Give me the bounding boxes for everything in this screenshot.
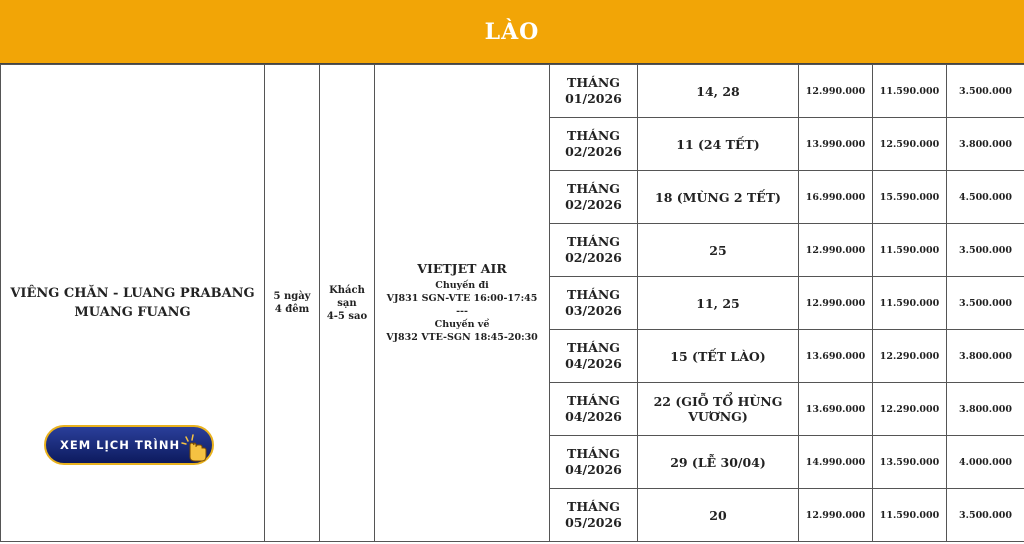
month-value: 04/2026 bbox=[565, 462, 622, 477]
month-label: THÁNG bbox=[567, 181, 620, 196]
price-adult: 16.990.000 bbox=[799, 171, 873, 224]
month-value: 05/2026 bbox=[565, 515, 622, 530]
month-value: 02/2026 bbox=[565, 250, 622, 265]
price-surcharge: 3.800.000 bbox=[947, 118, 1024, 171]
month-label: THÁNG bbox=[567, 393, 620, 408]
departure-dates: 20 bbox=[638, 489, 799, 542]
price-adult: 14.990.000 bbox=[799, 436, 873, 489]
route-line-2: MUANG FUANG bbox=[74, 305, 191, 320]
month-cell bbox=[550, 489, 638, 542]
outbound-label: Chuyến đi bbox=[435, 280, 489, 291]
price-surcharge: 3.500.000 bbox=[947, 224, 1024, 277]
month-value: 02/2026 bbox=[565, 197, 622, 212]
month-value: 01/2026 bbox=[565, 91, 622, 106]
hotel-stars: 4-5 sao bbox=[326, 310, 368, 322]
tour-schedule-table bbox=[0, 64, 1024, 542]
duration-cell bbox=[265, 65, 320, 542]
tour-table-body bbox=[1, 65, 1024, 542]
airline-name: VIETJET AIR bbox=[417, 261, 507, 276]
month-cell bbox=[550, 171, 638, 224]
month-label: THÁNG bbox=[567, 446, 620, 461]
departure-dates: 25 bbox=[638, 224, 799, 277]
duration-days: 5 ngày bbox=[273, 291, 311, 302]
price-surcharge: 3.500.000 bbox=[947, 489, 1024, 542]
price-adult: 12.990.000 bbox=[799, 277, 873, 330]
price-child: 15.590.000 bbox=[873, 171, 947, 224]
route-line-1: VIÊNG CHĂN - LUANG PRABANG bbox=[10, 286, 255, 301]
price-surcharge: 4.500.000 bbox=[947, 171, 1024, 224]
return-label: Chuyến về bbox=[434, 319, 490, 330]
table-row bbox=[1, 65, 1024, 118]
price-child: 11.590.000 bbox=[873, 65, 947, 118]
route-cell bbox=[1, 65, 265, 542]
airline-cell bbox=[375, 65, 550, 542]
price-child: 11.590.000 bbox=[873, 224, 947, 277]
month-label: THÁNG bbox=[567, 75, 620, 90]
price-child: 11.590.000 bbox=[873, 277, 947, 330]
month-cell bbox=[550, 330, 638, 383]
view-itinerary-label: XEM LỊCH TRÌNH bbox=[60, 438, 181, 452]
price-surcharge: 4.000.000 bbox=[947, 436, 1024, 489]
country-header bbox=[0, 0, 1024, 64]
departure-dates: 14, 28 bbox=[638, 65, 799, 118]
departure-dates: 11 (24 TẾT) bbox=[638, 118, 799, 171]
month-label: THÁNG bbox=[567, 499, 620, 514]
view-itinerary-button[interactable] bbox=[44, 425, 214, 465]
price-adult: 13.990.000 bbox=[799, 118, 873, 171]
month-cell bbox=[550, 277, 638, 330]
departure-dates: 29 (LỄ 30/04) bbox=[638, 436, 799, 489]
price-adult: 12.990.000 bbox=[799, 65, 873, 118]
price-adult: 13.690.000 bbox=[799, 383, 873, 436]
price-child: 12.590.000 bbox=[873, 118, 947, 171]
month-value: 04/2026 bbox=[565, 356, 622, 371]
departure-dates: 11, 25 bbox=[638, 277, 799, 330]
month-cell bbox=[550, 224, 638, 277]
month-cell bbox=[550, 65, 638, 118]
price-adult: 13.690.000 bbox=[799, 330, 873, 383]
month-label: THÁNG bbox=[567, 234, 620, 249]
price-child: 12.290.000 bbox=[873, 330, 947, 383]
month-value: 03/2026 bbox=[565, 303, 622, 318]
departure-dates: 15 (TẾT LÀO) bbox=[638, 330, 799, 383]
price-child: 11.590.000 bbox=[873, 489, 947, 542]
price-child: 12.290.000 bbox=[873, 383, 947, 436]
price-adult: 12.990.000 bbox=[799, 224, 873, 277]
country-title: LÀO bbox=[484, 18, 540, 45]
month-cell bbox=[550, 436, 638, 489]
hotel-type: Khách sạn bbox=[329, 284, 365, 309]
duration-nights: 4 đêm bbox=[274, 304, 310, 315]
month-value: 02/2026 bbox=[565, 144, 622, 159]
month-cell bbox=[550, 118, 638, 171]
price-surcharge: 3.800.000 bbox=[947, 383, 1024, 436]
pointing-hand-icon bbox=[180, 433, 210, 463]
price-surcharge: 3.800.000 bbox=[947, 330, 1024, 383]
price-adult: 12.990.000 bbox=[799, 489, 873, 542]
departure-dates: 18 (MÙNG 2 TẾT) bbox=[638, 171, 799, 224]
flight-separator: --- bbox=[456, 306, 468, 317]
price-child: 13.590.000 bbox=[873, 436, 947, 489]
return-flight: VJ832 VTE-SGN 18:45-20:30 bbox=[386, 332, 538, 343]
outbound-flight: VJ831 SGN-VTE 16:00-17:45 bbox=[386, 293, 538, 304]
hotel-cell bbox=[320, 65, 375, 542]
month-label: THÁNG bbox=[567, 287, 620, 302]
month-cell bbox=[550, 383, 638, 436]
departure-dates: 22 (GIỖ TỔ HÙNG VƯƠNG) bbox=[638, 383, 799, 436]
price-surcharge: 3.500.000 bbox=[947, 277, 1024, 330]
price-surcharge: 3.500.000 bbox=[947, 65, 1024, 118]
month-label: THÁNG bbox=[567, 128, 620, 143]
month-label: THÁNG bbox=[567, 340, 620, 355]
month-value: 04/2026 bbox=[565, 409, 622, 424]
